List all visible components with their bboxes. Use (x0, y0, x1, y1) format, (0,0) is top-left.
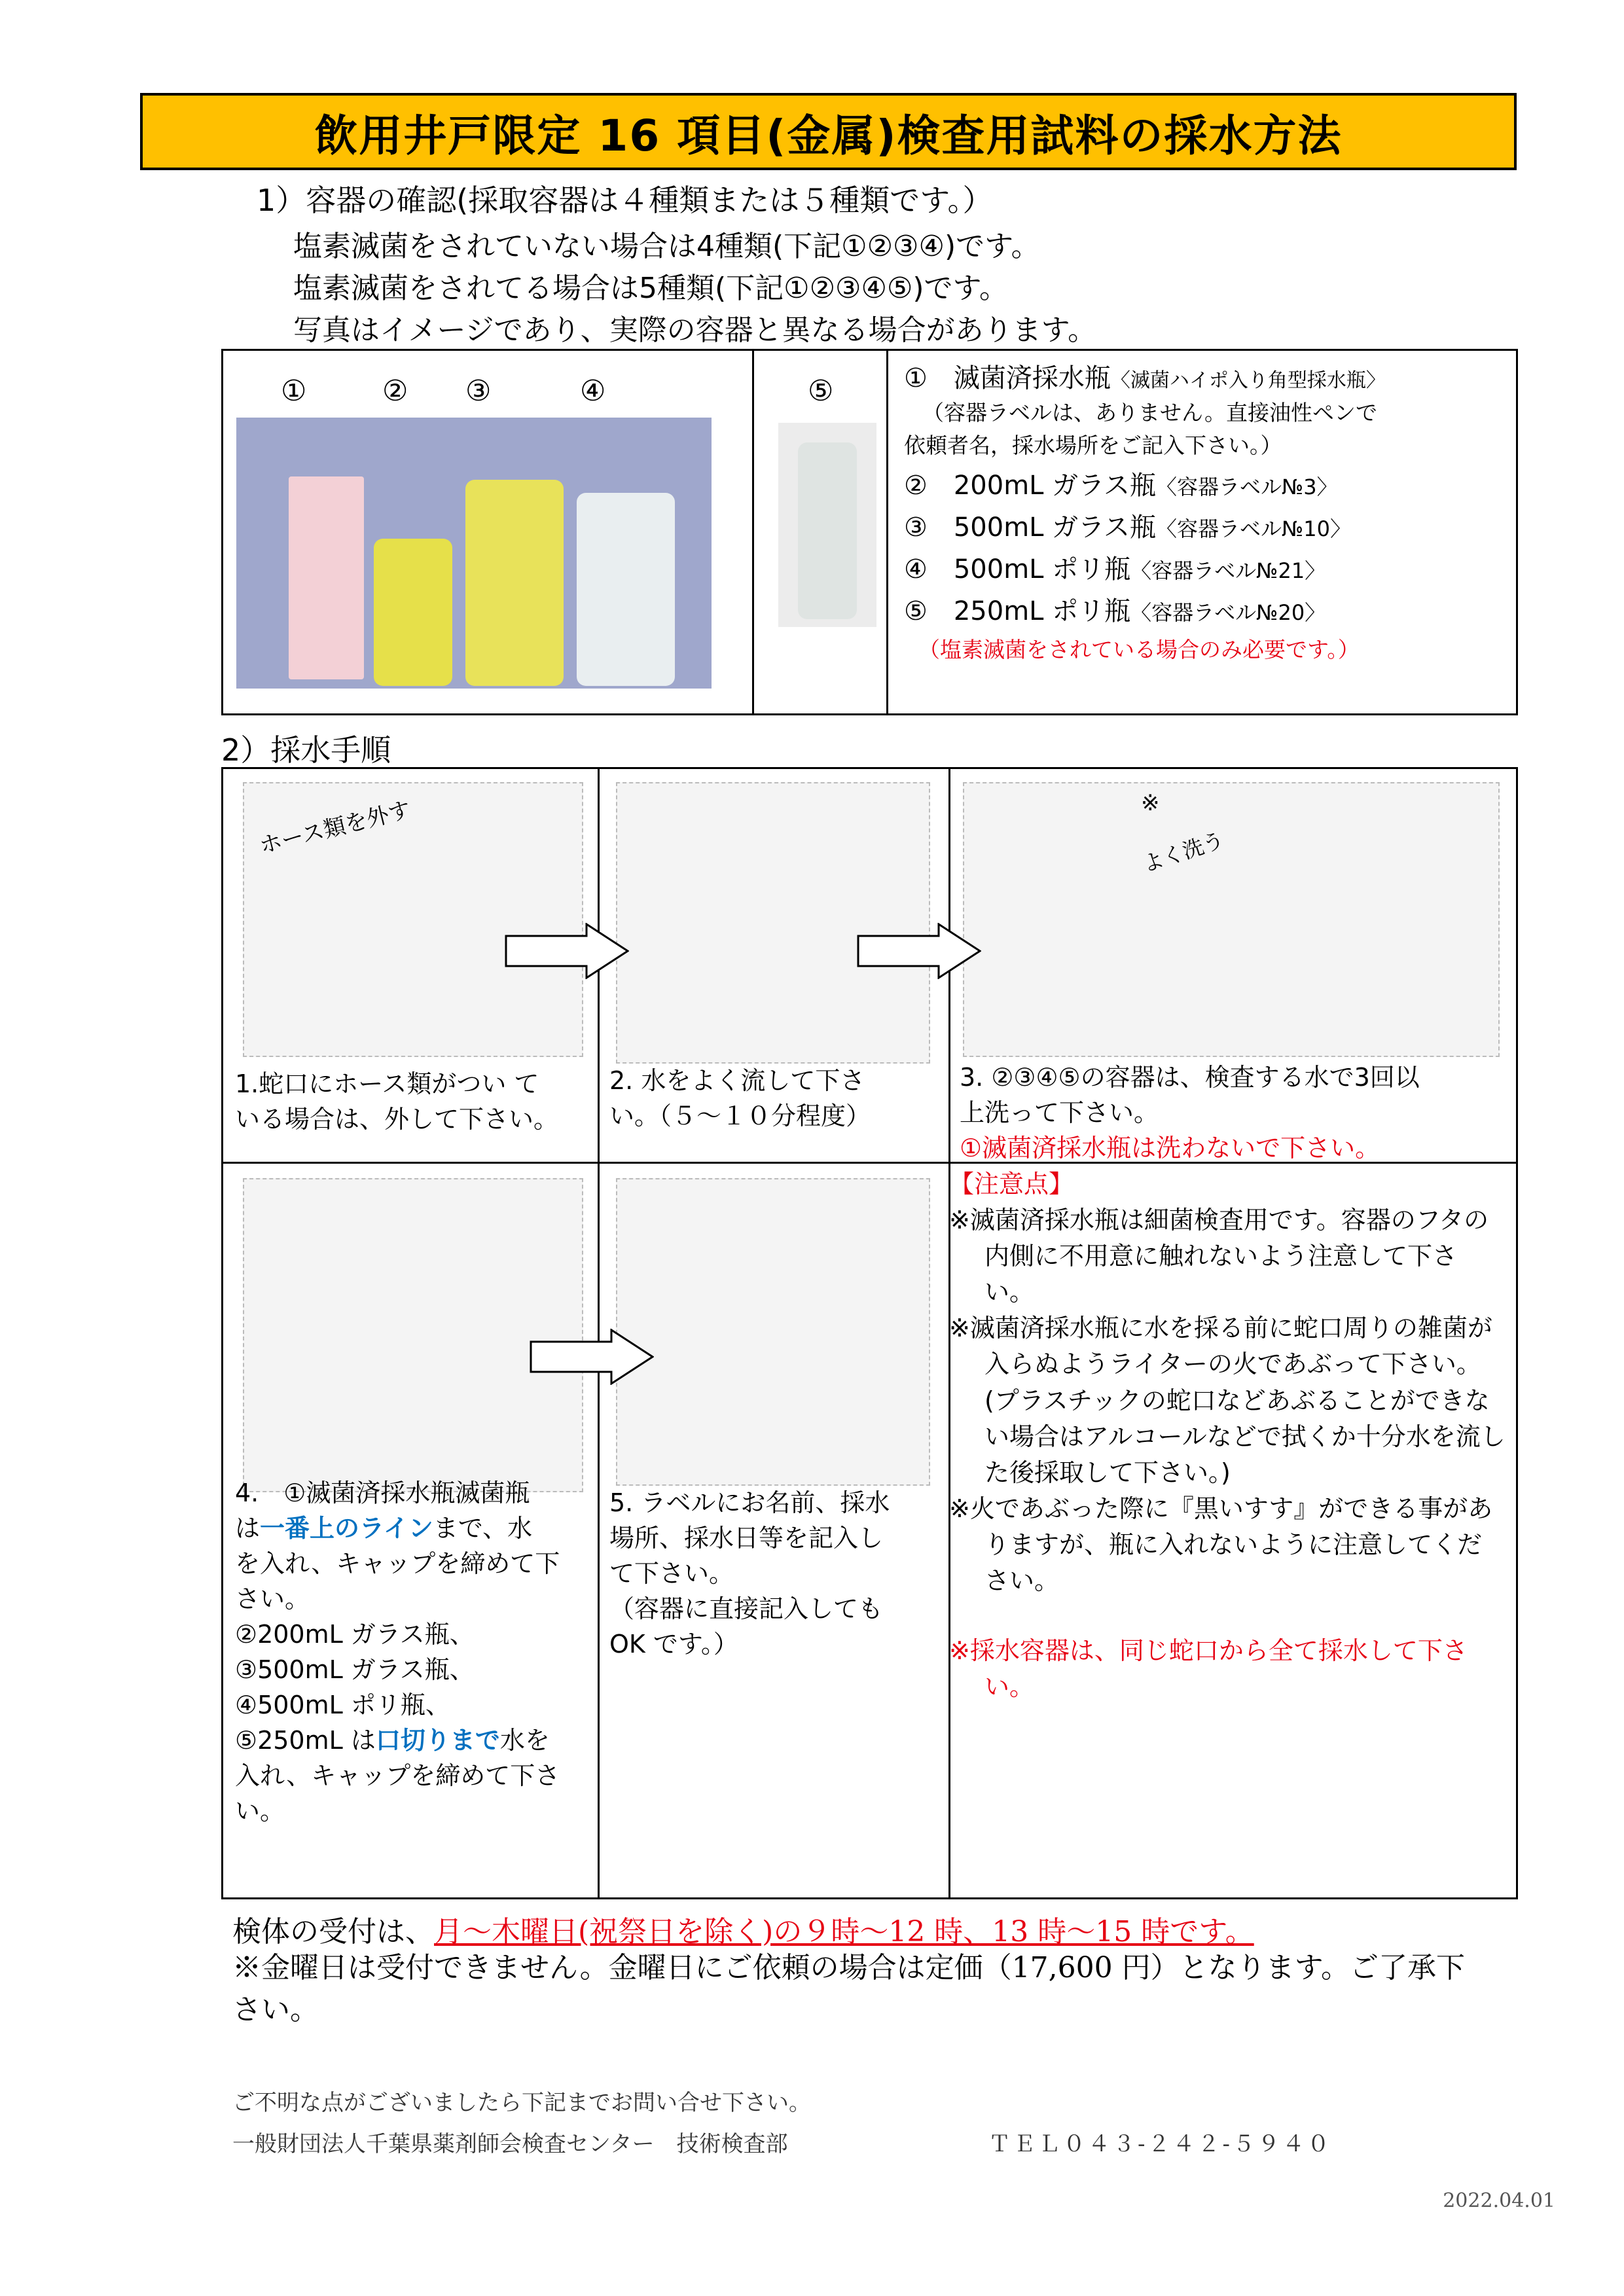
container-1-note-1: （容器ラベルは、ありません。直接油性ペンで (922, 400, 1377, 425)
container-4-name: ④ 500mL ポリ瓶 (904, 554, 1131, 584)
photo-number-4: ④ (580, 374, 606, 408)
container-1-name: ① 滅菌済採水瓶 (904, 363, 1111, 393)
container-1-note-2: 依頼者名，採水場所をご記入下さい。） (904, 433, 1282, 458)
phone-number: ＴＥＬ０４３-２４２-５９４０ (988, 2131, 1332, 2157)
top-line-emphasis: 一番上のライン (260, 1513, 433, 1543)
section1-heading: 1）容器の確認(採取容器は４種類または５種類です。） (257, 183, 993, 218)
photo-number-3: ③ (465, 374, 492, 408)
step2-text: 2. 水をよく流して下さ い。（５～１０分程度） (609, 1066, 871, 1130)
photo-number-5: ⑤ (808, 374, 834, 408)
sterile-bottle-image (289, 476, 364, 679)
step3-text: 3. ②③④⑤の容器は、検査する水で3回以 上洗って下さい。 ①滅菌済採水瓶は洗わないで下さい。 (960, 1060, 1509, 1166)
inquiry-text: ご不明な点がございましたら下記までお問い合せ下さい。 (232, 2090, 811, 2116)
container-5-sub: 〈容器ラベル№20〉 (1130, 600, 1326, 625)
arrow-right-icon (505, 923, 629, 979)
poly-bottle-500-image (577, 493, 675, 686)
containers-photo (236, 418, 712, 689)
photo-number-1: ① (281, 374, 307, 408)
section2-heading: 2）採水手順 (221, 732, 391, 768)
intro-line-1: 塩素滅菌をされていない場合は4種類(下記①②③④)です。 (293, 230, 1040, 263)
step3-warning: ①滅菌済採水瓶は洗わないで下さい。 (960, 1133, 1380, 1162)
caution-note-1: ※滅菌済採水瓶は細菌検査用です。容器のフタの内側に不用意に触れないよう注意して下さい。 (949, 1206, 1489, 1307)
container-5-name: ⑤ 250mL ポリ瓶 (904, 596, 1131, 626)
poly-bottle-250-photo (778, 423, 876, 627)
organization-name: 一般財団法人千葉県薬剤師会検査センター 技術検査部 (232, 2131, 788, 2157)
caution-note-4: ※採水容器は、同じ蛇口から全て採水して下さい。 (949, 1636, 1468, 1702)
container-3-name: ③ 500mL ガラス瓶 (904, 512, 1156, 543)
arrow-right-icon (530, 1329, 654, 1385)
glass-bottle-500-image (465, 480, 564, 686)
reception-hours-value: 月～木曜日(祝祭日を除く)の９時～12 時、13 時～15 時です。 (434, 1915, 1254, 1948)
document-date: 2022.04.01 (1443, 2189, 1555, 2212)
arrow-right-icon (857, 923, 981, 979)
container-5-note: （塩素滅菌をされている場合のみ必要です。） (918, 637, 1360, 662)
poly-bottle-250-image (798, 442, 857, 619)
caution-heading: 【注意点】 (949, 1170, 1074, 1198)
container-3-sub: 〈容器ラベル№10〉 (1155, 516, 1351, 541)
intro-line-3: 写真はイメージであり、実際の容器と異なる場合があります。 (293, 314, 1097, 347)
container-1-sub: 〈滅菌ハイポ入り角型採水瓶〉 (1110, 369, 1386, 392)
asterisk-mark: ※ (1141, 790, 1160, 816)
step1-text: 1.蛇口にホース類がつい て いる場合は、外して下さい。 (235, 1069, 559, 1134)
page-title: 飲用井戸限定 16 項目(金属)検査用試料の採水方法 (140, 93, 1517, 170)
step3-illustration (963, 782, 1500, 1057)
caution-notes (949, 1166, 1506, 1705)
caution-note-3: ※火であぶった際に『黒いすす』ができる事がありますが、瓶に入れないように注意してください。 (949, 1494, 1493, 1596)
step5-text: 5. ラベルにお名前、採水 場所、採水日等を記入し て下さい。 （容器に直接記入しても OK です。） (609, 1488, 890, 1659)
intro-line-2: 塩素滅菌をされてる場合は5種類(下記①②③④⑤)です。 (293, 272, 1009, 305)
container-2-sub: 〈容器ラベル№3〉 (1155, 475, 1338, 499)
photo-number-2: ② (382, 374, 408, 408)
friday-notice: ※金曜日は受付できません。金曜日にご依頼の場合は定価（17,600 円）となります。ご了承下さい。 (232, 1951, 1466, 2026)
brim-emphasis: 口切りまで (375, 1725, 500, 1755)
caution-note-2: ※滅菌済採水瓶に水を採る前に蛇口周りの雑菌が入らぬようライターの火であぶって下さい。(プラスチックの蛇口などあぶることができない場合はアルコールなどで拭くか十分水を流した後採取して下さい。) (949, 1314, 1506, 1487)
container-4-sub: 〈容器ラベル№21〉 (1130, 558, 1326, 583)
reception-hours: 検体の受付は、月～木曜日(祝祭日を除く)の９時～12 時、13 時～15 時です。 (232, 1915, 1254, 1948)
step1-illustration (243, 782, 583, 1057)
container-2-name: ② 200mL ガラス瓶 (904, 471, 1156, 501)
container-table (221, 349, 1518, 715)
hose-caption: ホース類を外す (257, 796, 414, 859)
step4-text: 4. ①滅菌済採水瓶滅菌瓶 は一番上のラインまで、水 を入れ、キャップを締めて下 さい。 ②200mL ガラス瓶、 ③500mL ガラス瓶、 ④500mL ポリ瓶、 ⑤250mL は口切りまで水を 入れ、キャップを締めて下さ い。 (235, 1479, 560, 1825)
glass-bottle-200-image (374, 539, 452, 686)
wash-caption: よく洗う (1139, 827, 1227, 877)
step5-illustration (616, 1178, 930, 1486)
